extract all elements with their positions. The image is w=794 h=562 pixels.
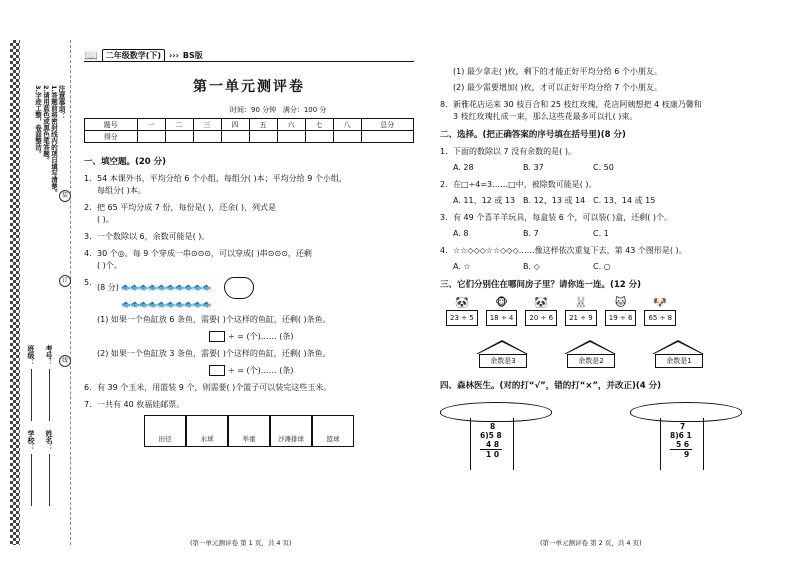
page-footer: (第一单元测评卷 第 1 页，共 4 页) [190, 539, 292, 547]
question-5: 5. (8 分) 🐟🐟🐟🐟🐟🐟🐟🐟🐟🐟 🐟🐟🐟🐟🐟🐟🐟🐟🐟🐟 [84, 277, 419, 311]
school-field[interactable]: 学校： [26, 430, 36, 506]
stamp: 举重 [228, 415, 270, 447]
page-title: 第一单元测评卷 [193, 79, 305, 95]
tree[interactable] [440, 402, 550, 472]
house[interactable]: 余数是1 [652, 340, 702, 368]
binding-hole: 订 [59, 275, 71, 287]
question-2: 2. 把 65 平均分成 7 份，每份是( )，还余( )，列式是 ( )。 [84, 203, 277, 224]
options[interactable]: A. 8 B. 7 C. 1 [453, 229, 609, 238]
edition-label: BS版 [182, 51, 203, 60]
options[interactable]: A. ☆ B. ◇ C. ○ [453, 262, 611, 271]
section-title: 一、填空题。(20 分) [84, 157, 167, 167]
sub-question: (2) 如果一个鱼缸放 3 条鱼，需要( )个这样的鱼缸，还剩( )条鱼。 [97, 349, 331, 358]
page-footer: (第一单元测评卷 第 2 页，共 4 页) [540, 539, 642, 547]
notice-line: 1.答题前将密封线内的项目填写清楚。 [50, 85, 58, 196]
grade-badge: 二年级数学(下) [102, 49, 165, 62]
notice-title: 注意事项： [58, 85, 66, 120]
tree-row [440, 402, 760, 472]
bead-string-icon: ⊙⊙⊙ [190, 249, 211, 258]
dog-icon: 🐶 [653, 296, 668, 309]
fish-tank-icon [224, 277, 254, 299]
choice-4: 4. ☆☆◇◇◇☆☆◇◇◇……像这样依次重复下去，第 43 个图形是( )。 [440, 246, 687, 255]
rabbit-icon: 🐰 [574, 296, 588, 309]
house-row [440, 340, 760, 368]
stamp: 田径 [144, 415, 186, 447]
sub-question: (1) 如果一个鱼缸放 6 条鱼，需要( )个这样的鱼缸，还剩( )条鱼。 [97, 315, 331, 324]
class-field[interactable]: 班级： [26, 345, 36, 421]
question-1: 1. 54 本课外书，平均分给 6 个小组，每组分( )本；平均分给 9 个小组， 每组分( )本。 [84, 174, 347, 195]
section-title: 四、森林医生。(对的打“√”，错的打“×”，并改正)(4 分) [440, 381, 662, 391]
panda-icon: 🐼 [534, 296, 549, 309]
monkey-icon: 🐵 [495, 296, 508, 309]
bead-string-icon: ⊙⊙⊙ [267, 249, 288, 258]
question-4: 4. 30 个◎，每 9 个穿成一串⊙⊙⊙，可以穿成( )串⊙⊙⊙，还剩 ( )个。 [84, 249, 312, 270]
fish-icon: 🐟🐟🐟🐟🐟🐟🐟🐟🐟🐟 [121, 300, 211, 309]
division-problem: 8 6)5 8 4 8 1 0 [480, 422, 502, 459]
exam-number-field[interactable]: 考号： [44, 345, 54, 421]
arrow-icon: ››› [169, 51, 179, 60]
cat-icon: 🐱 [614, 296, 627, 309]
question-6: 6. 有 39 个玉米，用篮装 9 个，则需要( )个篮子可以装完这些玉米。 [84, 383, 332, 392]
panda-icon: 🐼 [454, 296, 469, 309]
binding-hole: 装 [59, 190, 71, 202]
time-info: 时间：90 分钟 满分：100 分 [230, 106, 327, 114]
choice-1: 1. 下面的数除以 7 没有余数的是( )。 [440, 147, 576, 156]
score-table [84, 118, 414, 143]
book-icon: 📖 [84, 49, 98, 62]
stamp: 沙滩排球 [270, 415, 312, 447]
stamp: 篮球 [312, 415, 354, 447]
options[interactable]: A. 11、12 或 13 B. 12、13 或 14 C. 13、14 或 15 [453, 196, 656, 205]
animal-row: 🐼 23 ÷ 5 🐵 18 ÷ 4 🐼 20 ÷ 6 🐰 21 ÷ 9 🐱 19 ÷ 6 🐶 65 ÷ 8 [440, 297, 760, 326]
table-row: 得分 [85, 131, 414, 143]
name-field[interactable]: 姓名： [44, 430, 54, 506]
notice-box [22, 85, 66, 245]
question-7: 7. 一共有 40 枚福娃邮票。 [84, 400, 185, 409]
options[interactable]: A. 28 B. 37 C. 50 [453, 163, 614, 172]
house[interactable]: 余数是2 [564, 340, 614, 368]
right-column [440, 66, 760, 472]
question-3: 3. 一个数除以 6，余数可能是( )。 [84, 232, 210, 241]
header-rule [84, 61, 414, 62]
question-8: 8. 新雅花店运来 30 枝百合和 25 枝红玫瑰，花店阿姨想把 4 枝康乃馨和 3 枝红玫瑰扎成一束，那么这些花最多可以扎( )束。 [440, 100, 702, 121]
binding-hole: 线 [59, 355, 71, 367]
checker-border [10, 40, 20, 545]
sub-question: (2) 最少需要增加( )枚，才可以正好平均分给 7 个小朋友。 [453, 83, 662, 92]
choice-3: 3. 有 49 个喜羊羊玩具，每盒装 6 个，可以装( )盒，还剩( )个。 [440, 213, 673, 222]
section-title: 二、选择。(把正确答案的序号填在括号里)(8 分) [440, 130, 626, 140]
sub-question: (1) 最少拿走( )枚，剩下的才能正好平均分给 6 个小朋友。 [453, 67, 662, 76]
tree[interactable] [630, 402, 740, 472]
division-problem: 7 8)6 1 5 6 9 [670, 422, 692, 459]
choice-2: 2. 在□÷4=3……□中，被除数可能是( )。 [440, 180, 597, 189]
section-title: 三、它们分别住在哪间房子里？请你连一连。(12 分) [440, 280, 642, 290]
equation-blank[interactable]: ÷ = (个)…… (条) [84, 331, 419, 343]
house[interactable]: 余数是3 [476, 340, 526, 368]
stamp-row [144, 415, 419, 447]
notice-line: 3.字迹工整，卷面整洁。 [34, 85, 42, 157]
notice-line: 2.请用蓝色或黑色笔答题。 [42, 85, 50, 164]
equation-blank[interactable]: ÷ = (个)…… (条) [84, 365, 419, 377]
table-row: 题号 一 二 三 四 五 六 七 八 总分 [85, 119, 414, 131]
stamp: 水球 [186, 415, 228, 447]
left-column [84, 152, 419, 447]
fish-icon: 🐟🐟🐟🐟🐟🐟🐟🐟🐟🐟 [120, 283, 211, 292]
